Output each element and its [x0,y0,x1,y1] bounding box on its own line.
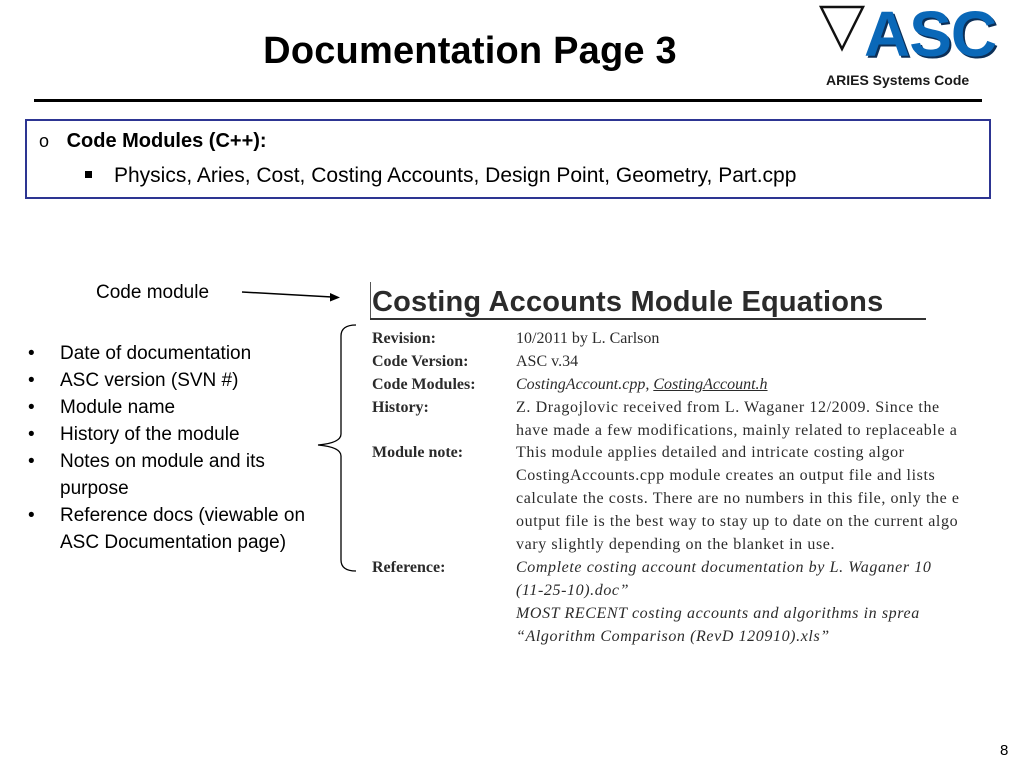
doc-note-line: CostingAccounts.cpp module creates an output file and lists [516,467,936,484]
doc-title: Costing Accounts Module Equations [372,286,884,318]
arrow-right-icon [240,284,344,306]
doc-note-line: output file is the best way to stay up to date on the current algo [516,513,959,530]
left-brace-icon [312,322,362,582]
doc-reference-line: (11-25-10).doc” [516,582,630,599]
nabla-triangle-icon [818,2,866,52]
list-item: • ASC version (SVN #) [28,370,239,391]
doc-reference-line: “Algorithm Comparison (RevD 120910).xls” [516,628,830,645]
doc-note-line: This module applies detailed and intricate costing algor [516,444,905,461]
page-number: 8 [1000,742,1009,759]
list-item: • Notes on module and its purpose [28,451,265,499]
logo-mark: ASC [864,0,997,70]
code-modules-list [85,164,796,188]
doc-title-underline [370,318,926,320]
documentation-field-list [28,340,328,556]
code-modules-heading-text: Code Modules (C++): [66,130,267,152]
doc-history-line: have made a few modifications, mainly related to replaceable a [516,422,958,439]
documentation-excerpt: Costing Accounts Module Equations Revision: 10/2011 by L. Carlson Code Version: ASC v.34 Code Modules: CostingAccount.cpp, CostingAccount.h History: Z. Dragojlovic received from L. Waganer 12/2009. Since the have made a few modifications, mainly related to replaceable a Module note: This module applies detailed and intricate costing algor CostingAccounts.cpp module creates an output file and lists calculate the costs. There are no numbers in this file, only the e output file is the best way to stay up to date on the current algo vary slightly depending on the blanket in use. Reference: Complete costing account documentation by L. Waganer 10 (11-25-10).doc” MOST RECENT costing accounts and algorithms in sprea “Algorithm Comparison (RevD 120910).xls” [370,282,1024,652]
logo-subtitle: ARIES Systems Code [826,72,970,88]
doc-history-line: Z. Dragojlovic received from L. Waganer 12/2009. Since the [516,399,940,416]
doc-reference-line: Complete costing account documentation by L. Waganer 10 [516,559,932,576]
code-modules-box [25,119,991,199]
code-modules-heading [39,130,267,153]
doc-reference-line: MOST RECENT costing accounts and algorithms in sprea [516,605,920,622]
list-item: • Reference docs (viewable on ASC Documentation page) [28,505,306,553]
asc-logo [818,2,1022,98]
code-modules-list-text: Physics, Aries, Cost, Costing Accounts, Design Point, Geometry, Part.cpp [114,164,797,187]
list-item: • Module name [28,397,176,418]
title-divider [34,99,982,102]
slide-title: Documentation Page 3 [263,30,677,72]
list-item: • Date of documentation [28,343,252,364]
list-item: • History of the module [28,424,240,445]
doc-note-line: calculate the costs. There are no numbers in this file, only the e [516,490,960,507]
doc-note-line: vary slightly depending on the blanket in use. [516,536,836,553]
square-bullet-icon [85,171,92,178]
code-module-callout-label: Code module [96,282,210,303]
hollow-circle-bullet-icon: o [39,131,50,151]
